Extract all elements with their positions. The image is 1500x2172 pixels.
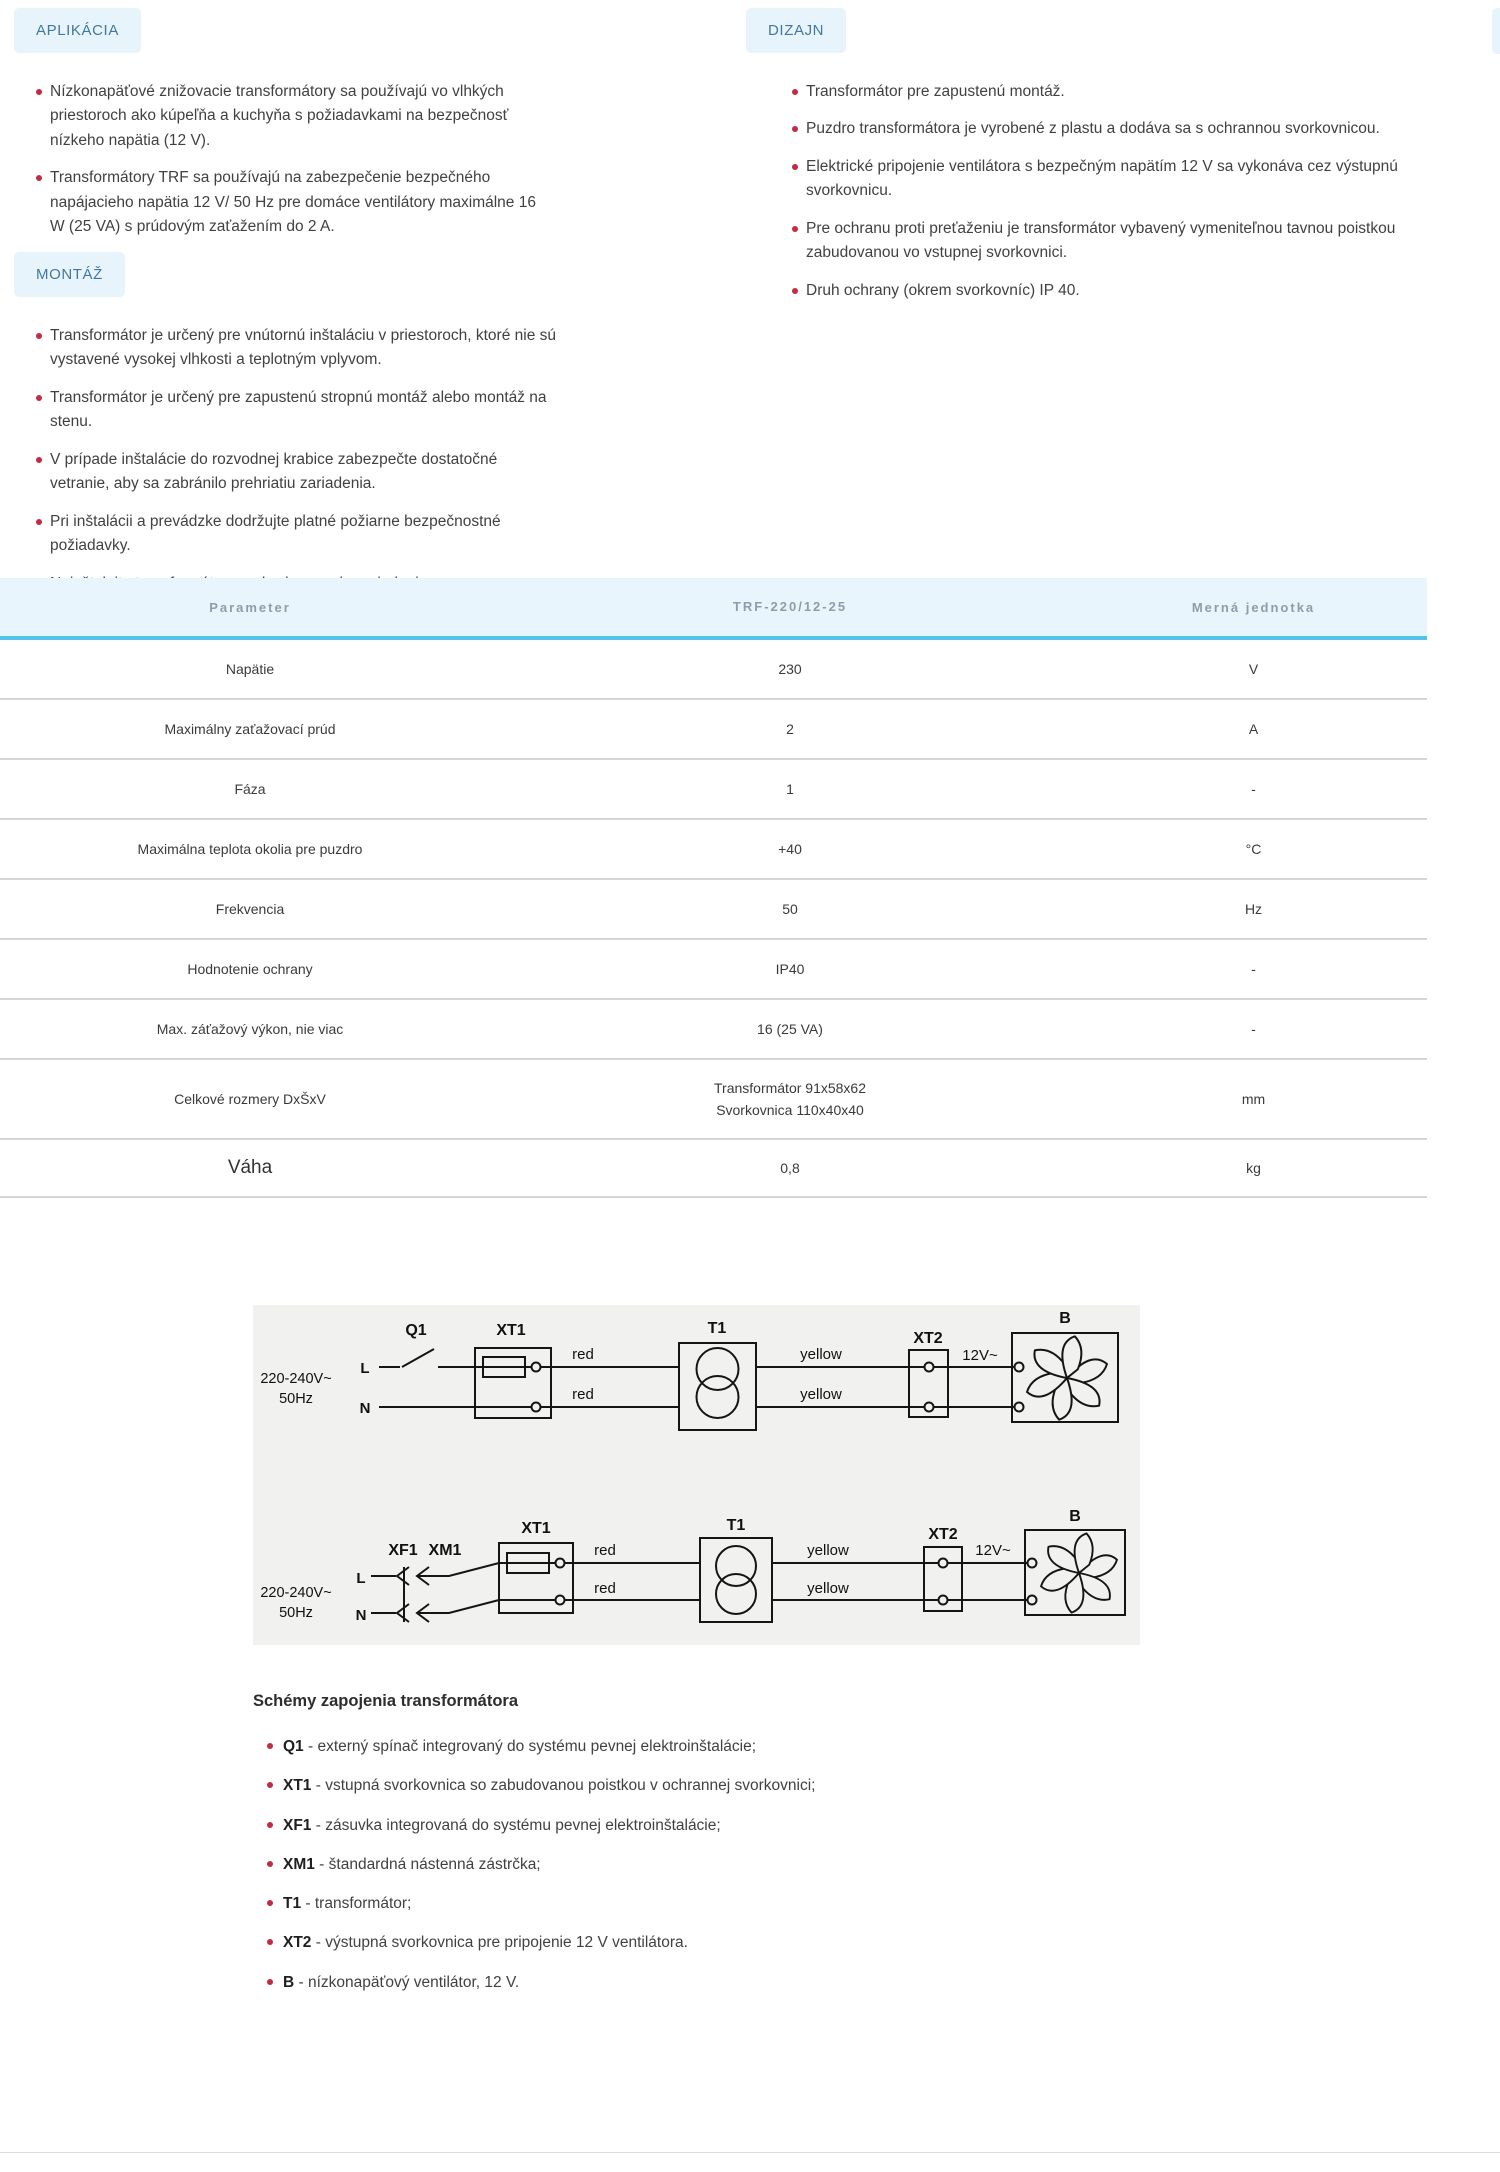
table-row	[0, 760, 1427, 820]
line-l-label: L	[356, 1570, 366, 1587]
source-frequency-label: 50Hz	[279, 1605, 313, 1621]
cell-value: 16 (25 VA)	[757, 1020, 823, 1037]
cell-param: Fáza	[234, 781, 266, 797]
list-item: Pre ochranu proti preťaženiu je transformátor vybavený vymeniteľnou tavnou poistkou zabudovanou vo vstupnej svorkovnici.	[770, 217, 1462, 266]
legend-desc: - štandardná nástenná zástrčka;	[314, 1855, 541, 1873]
fan-icon	[1027, 1334, 1107, 1422]
legend-term: XM1	[283, 1855, 315, 1873]
table-row	[0, 1140, 1427, 1198]
list-item: Druh ochrany (okrem svorkovníc) IP 40.	[770, 279, 1462, 303]
xf1-label: XF1	[388, 1542, 418, 1559]
table-row	[0, 640, 1427, 700]
xm1-label: XM1	[428, 1542, 462, 1559]
q1-label: Q1	[405, 1322, 427, 1339]
montaz-list	[14, 324, 559, 596]
t1-label: T1	[707, 1320, 727, 1337]
wiring-diagram-image	[253, 1305, 1140, 1645]
cell-param: Váha	[227, 1157, 273, 1178]
legend-item	[253, 1892, 1183, 1915]
value-line: Transformátor 91x58x62	[714, 1079, 866, 1096]
cell-unit: A	[1248, 721, 1259, 737]
xt1-label: XT1	[496, 1322, 526, 1339]
xt2-label: XT2	[928, 1526, 958, 1543]
legend-desc: - transformátor;	[301, 1895, 412, 1912]
wire-yellow-label: yellow	[807, 1542, 849, 1559]
b-label: B	[1059, 1310, 1071, 1327]
cell-param: Hodnotenie ochrany	[187, 961, 313, 977]
cell-unit: kg	[1246, 1160, 1261, 1176]
t1-box	[679, 1343, 756, 1430]
cell-param: Max. záťažový výkon, nie viac	[156, 1021, 344, 1037]
col-header-unit: Merná jednotka	[1191, 599, 1316, 615]
cell-unit: -	[1251, 1021, 1256, 1037]
list-item: Pri inštalácii a prevádzke dodržujte platné požiarne bezpečnostné požiadavky.	[14, 510, 559, 559]
diagram-legend	[253, 1692, 1183, 2010]
t1-label: T1	[726, 1517, 746, 1534]
cell-param: Napätie	[225, 661, 275, 677]
legend-desc: - zásuvka integrovaná do systému pevnej elektroinštalácie;	[311, 1816, 721, 1834]
output-voltage-label: 12V~	[975, 1542, 1011, 1559]
section-dizajn	[746, 8, 1462, 316]
transformer-symbol	[716, 1574, 756, 1614]
section-aplikacia	[14, 8, 546, 253]
cell-unit: °C	[1245, 841, 1262, 857]
line-n-label: N	[359, 1400, 371, 1417]
wire-yellow-label: yellow	[800, 1346, 842, 1363]
legend-term: XF1	[283, 1816, 312, 1834]
cell-param: Celkové rozmery DxŠxV	[174, 1091, 326, 1107]
list-item: Transformátory TRF sa používajú na zabezpečenie bezpečného napájacieho napätia 12 V/ 50 Hz pre domáce ventilátory maximálne 16 W (25 VA) s prúdovým zaťažením do 2 A.	[14, 166, 546, 239]
legend-list	[253, 1735, 1183, 1994]
cell-value: 230	[778, 660, 802, 677]
cell-unit: -	[1251, 961, 1256, 977]
col-header-model: TRF-220/12-25	[732, 598, 848, 614]
cell-value: IP40	[775, 960, 805, 977]
b-label: B	[1069, 1508, 1081, 1525]
output-voltage-label: 12V~	[962, 1347, 998, 1364]
table-row	[0, 1060, 1427, 1140]
wire-red-label: red	[594, 1542, 616, 1559]
table-header-row	[0, 578, 1427, 640]
tab-cutoff-right[interactable]	[1492, 8, 1500, 54]
cell-param: Maximálna teplota okolia pre puzdro	[137, 841, 363, 857]
cell-value: 2	[786, 720, 794, 737]
cell-param: Frekvencia	[215, 901, 285, 917]
aplikacia-list	[14, 80, 546, 240]
list-item: V prípade inštalácie do rozvodnej krabice zabezpečte dostatočné vetranie, aby sa zabránilo prehriatiu zariadenia.	[14, 448, 559, 497]
wire-red-label: red	[594, 1580, 616, 1597]
cell-unit: -	[1251, 781, 1256, 797]
wiring-diagram-panel	[253, 1305, 1140, 1645]
list-item: Transformátor je určený pre zapustenú stropnú montáž alebo montáž na stenu.	[14, 386, 559, 435]
fan-icon	[1041, 1531, 1117, 1615]
list-item: Transformátor pre zapustenú montáž.	[770, 80, 1462, 104]
legend-desc: - nízkonapäťový ventilátor, 12 V.	[294, 1973, 520, 1991]
source-voltage-label: 220-240V~	[260, 1585, 332, 1601]
legend-item	[253, 1971, 1183, 1994]
legend-item	[253, 1735, 1183, 1758]
tab-aplikacia[interactable]: APLIKÁCIA	[14, 8, 141, 53]
list-item: Puzdro transformátora je vyrobené z plastu a dodáva sa s ochrannou svorkovnicou.	[770, 117, 1462, 141]
legend-term: XT1	[283, 1777, 312, 1795]
legend-item	[253, 1853, 1183, 1876]
legend-title: Schémy zapojenia transformátora	[253, 1692, 518, 1710]
table-row	[0, 820, 1427, 880]
cell-unit: Hz	[1244, 901, 1263, 917]
wire-yellow-label: yellow	[807, 1580, 849, 1597]
list-item: Nízkonapäťové znižovacie transformátory sa používajú vo vlhkých priestoroch ako kúpeľňa a kuchyňa s požiadavkami na bezpečnosť nízkeho napätia (12 V).	[14, 80, 546, 153]
dizajn-list	[770, 80, 1462, 303]
transformer-symbol	[697, 1376, 739, 1418]
legend-item	[253, 1814, 1183, 1837]
transformer-symbol	[697, 1348, 739, 1390]
spec-table	[0, 578, 1427, 1198]
list-item: Transformátor je určený pre vnútornú inštaláciu v priestoroch, ktoré nie sú vystavené vysokej vlhkosti a teplotným vplyvom.	[14, 324, 559, 373]
wire-red-label: red	[572, 1346, 594, 1363]
table-row	[0, 940, 1427, 1000]
line-l-label: L	[360, 1360, 370, 1377]
cell-param: Maximálny zaťažovací prúd	[164, 721, 336, 737]
cell-value: 0,8	[780, 1159, 800, 1176]
cell-value: 50	[782, 900, 798, 917]
legend-term: XT2	[283, 1934, 312, 1952]
cell-value: 1	[786, 780, 794, 797]
xt1-label: XT1	[521, 1520, 551, 1537]
xt2-label: XT2	[913, 1330, 943, 1347]
table-row	[0, 1000, 1427, 1060]
line-n-label: N	[355, 1607, 367, 1624]
cell-unit: mm	[1241, 1091, 1266, 1107]
tab-dizajn[interactable]: DIZAJN	[746, 8, 846, 53]
table-row	[0, 880, 1427, 940]
list-item: Elektrické pripojenie ventilátora s bezpečným napätím 12 V sa vykonáva cez výstupnú svorkovnicu.	[770, 155, 1462, 204]
section-montaz	[14, 252, 559, 609]
legend-term: T1	[283, 1895, 302, 1912]
t1-box	[700, 1538, 772, 1622]
legend-term: Q1	[283, 1738, 304, 1755]
table-row	[0, 700, 1427, 760]
cell-unit: V	[1248, 661, 1259, 677]
source-frequency-label: 50Hz	[279, 1391, 313, 1407]
legend-item	[253, 1931, 1183, 1954]
legend-desc: - vstupná svorkovnica so zabudovanou poistkou v ochrannej svorkovnici;	[311, 1777, 816, 1795]
legend-item	[253, 1774, 1183, 1797]
wire-red-label: red	[572, 1386, 594, 1403]
wire-yellow-label: yellow	[800, 1386, 842, 1403]
legend-desc: - externý spínač integrovaný do systému pevnej elektroinštalácie;	[303, 1738, 757, 1755]
cell-value	[500, 1077, 1080, 1122]
tab-montaz[interactable]: MONTÁŽ	[14, 252, 125, 297]
legend-desc: - výstupná svorkovnica pre pripojenie 12 V ventilátora.	[311, 1934, 688, 1952]
page-bottom-divider	[0, 2152, 1500, 2153]
legend-term: B	[283, 1973, 295, 1991]
col-header-parameter: Parameter	[209, 599, 291, 615]
cell-value: +40	[778, 840, 802, 857]
value-line: Svorkovnica 110x40x40	[716, 1102, 864, 1118]
source-voltage-label: 220-240V~	[260, 1371, 332, 1387]
